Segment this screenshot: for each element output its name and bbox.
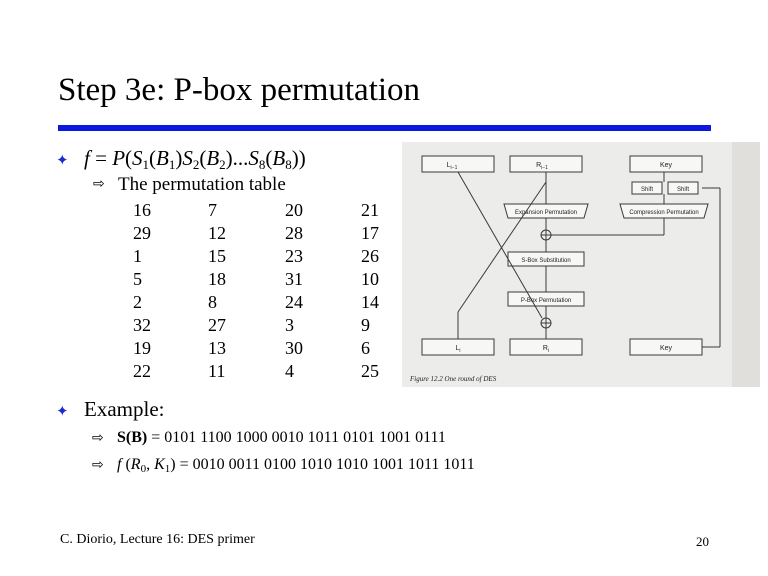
table-cell: 1 [133,246,142,266]
b8-symbol: B [272,146,286,170]
table-cell: 5 [133,269,142,289]
b2-subscript: 2 [219,157,226,172]
l-prev-label: $L_{i-1}$ [446,162,458,171]
pbox-label: P-Box Permutation [520,298,572,304]
table-cell: 10 [361,269,379,289]
table-cell: 26 [361,246,379,266]
shift-label-1: Shift [640,187,654,193]
page-number: 20 [696,534,709,549]
f-formula: $f = P(S_1(B_1)S_2(B_2)...S_8(B_8))$ [84,146,306,172]
table-cell: 27 [208,315,226,335]
f-symbol: f [84,146,90,170]
table-cell: 23 [285,246,303,266]
shift-label-2: Shift [676,187,690,193]
b8-subscript: 8 [285,157,292,172]
table-cell: 32 [133,315,151,335]
slide-title: Step 3e: P-box permutation [58,72,421,108]
figure-caption: Figure 12.2 One round of DES [410,375,497,383]
hollow-arrow-icon: ⇨ [92,430,104,446]
table-cell: 25 [361,361,379,381]
f-example: f ($R_0$, $K_1) = 0010$ 0011 0100 1010 1010 1001 1011 1011 [117,456,475,475]
des-round-figure [402,142,760,387]
example-label: Example: [84,397,165,421]
table-cell: 22 [133,361,151,381]
equals-sign: = [89,146,113,170]
key-label: Key [659,162,673,169]
f-value: = 0010 0011 0100 1010 1010 1001 1011 1011 [175,456,475,473]
f-name: f [117,456,122,473]
permutation-table-label: The permutation table [118,174,286,195]
sb-prefix: S(B) [117,429,148,446]
table-cell: 17 [361,223,379,243]
table-cell: 12 [208,223,226,243]
table-cell: 9 [361,315,370,335]
table-cell: 14 [361,292,379,312]
table-cell: 6 [361,338,370,358]
s8-subscript: 8 [258,157,266,172]
sb-example [117,428,446,448]
four-point-star-icon: ✦ [56,151,69,169]
s1-subscript: 1 [142,157,150,172]
compression-label: Compression Permutation [629,210,699,216]
table-cell: 21 [361,200,379,220]
table-cell: 20 [285,200,303,220]
table-cell: 15 [208,246,226,266]
hollow-arrow-icon: ⇨ [92,457,104,473]
b1-subscript: 1 [168,157,176,172]
table-cell: 19 [133,338,151,358]
table-cell: 11 [208,361,226,381]
expansion-label: Expansion Permutation [514,210,578,216]
s2-subscript: 2 [192,157,200,172]
r-subscript: 0 [140,463,147,475]
l-prev-box [422,156,494,172]
p-symbol: P [112,146,126,170]
k-symbol: K [154,456,165,473]
footer-credit: C. Diorio, Lecture 16: DES primer [60,532,255,547]
table-cell: 30 [285,338,303,358]
s2-symbol: S [182,146,193,170]
table-cell: 7 [208,200,217,220]
b2-symbol: B [206,146,220,170]
table-cell: 2 [133,292,142,312]
table-cell: 18 [208,269,226,289]
table-cell: 24 [285,292,303,312]
table-cell: 16 [133,200,151,220]
table-cell: 8 [208,292,217,312]
sbox-label: S-Box Substitution [521,258,571,264]
four-point-star-icon: ✦ [56,402,69,420]
table-cell: 31 [285,269,303,289]
b1-symbol: B [156,146,169,170]
title-underline [58,125,711,131]
table-cell: 4 [285,361,294,381]
r-i-label: $R_i$ [542,345,550,354]
table-cell: 29 [133,223,151,243]
r-prev-label: $R_{i-1}$ [536,162,548,171]
k-subscript: 1 [164,463,171,475]
r-symbol: R [130,456,141,473]
table-cell: 13 [208,338,226,358]
s1-symbol: S [132,146,143,170]
hollow-arrow-icon: ⇨ [93,176,105,192]
figure-page-edge [732,142,760,387]
table-cell: 3 [285,315,294,335]
s8-symbol: S [248,146,259,170]
sb-value: = 0101 1100 1000 0010 1011 0101 1001 0111 [147,429,446,446]
key-out-label: Key [659,345,673,352]
l-i-label: $L_i$ [455,345,461,354]
table-cell: 28 [285,223,303,243]
